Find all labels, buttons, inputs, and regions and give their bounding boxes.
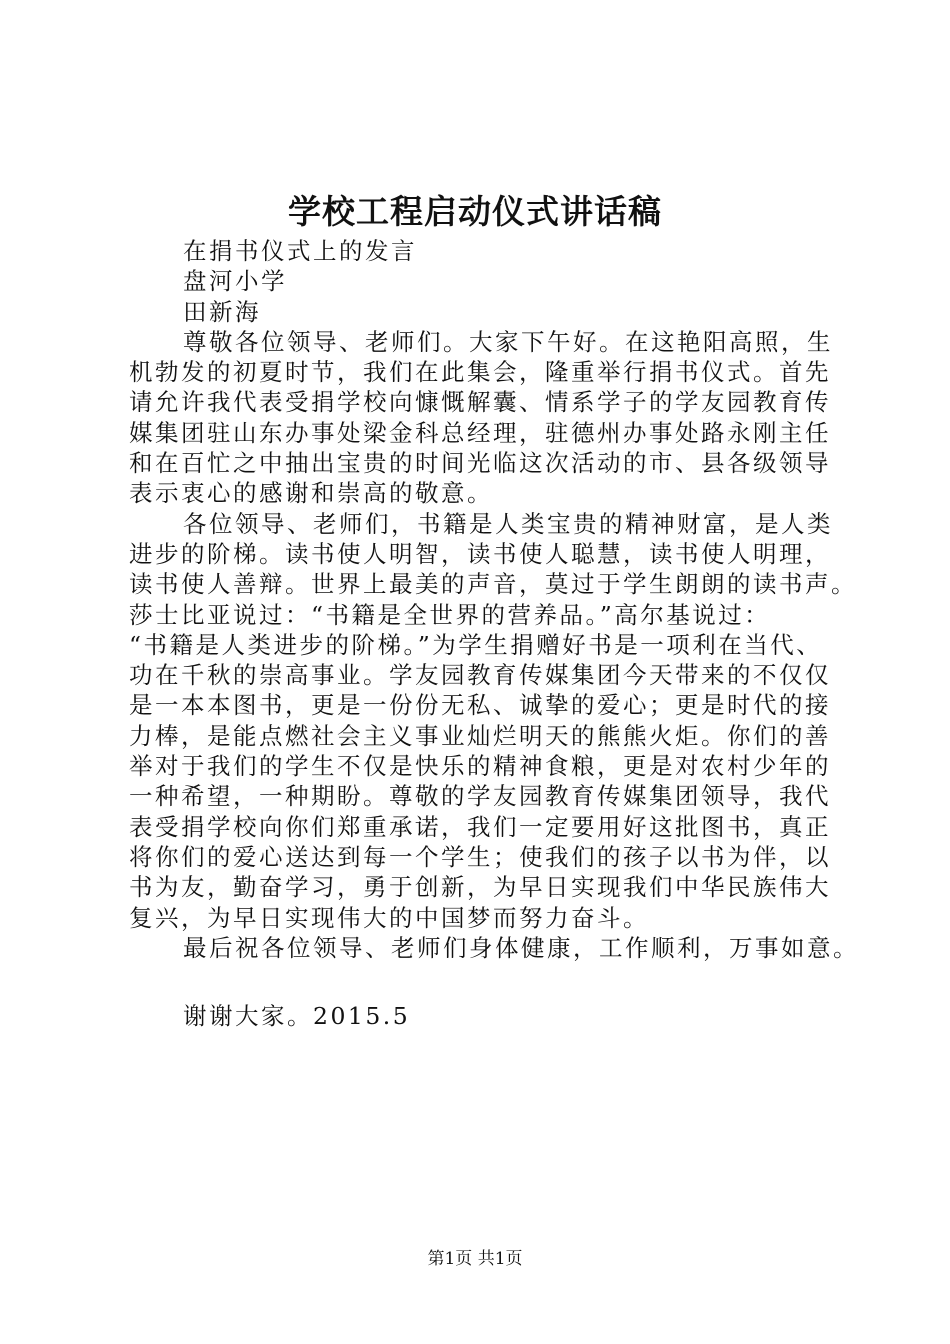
page-footer: 第1页 共1页: [427, 1249, 523, 1269]
paragraph-1-line: 媒集团驻山东办事处梁金科总经理，驻德州办事处路永刚主任: [129, 418, 831, 447]
closing-line: 谢谢大家。2015.5: [183, 1002, 411, 1031]
paragraph-2-line: 读书使人善辩。世界上最美的声音，莫过于学生朗朗的读书声。: [129, 570, 857, 599]
paragraph-2-line: “书籍是人类进步的阶梯。”为学生捐赠好书是一项利在当代、: [129, 630, 823, 659]
blank-line: [129, 963, 844, 1001]
paragraph-2-line: 莎士比亚说过：“书籍是全世界的营养品。”高尔基说过：: [129, 600, 771, 629]
paragraph-1-line: 尊敬各位领导、老师们。大家下午好。在这艳阳高照，生: [183, 327, 833, 356]
paragraph-2-line: 进步的阶梯。读书使人明智，读书使人聪慧，读书使人明理，: [129, 539, 831, 568]
author-name: 田新海: [183, 297, 261, 326]
document-title: 学校工程启动仪式讲话稿: [288, 192, 662, 231]
speech-heading: 在捐书仪式上的发言: [183, 237, 417, 265]
paragraph-1-line: 请允许我代表受捐学校向慷慨解囊、情系学子的学友园教育传: [129, 388, 831, 417]
paragraph-2-line: 功在千秋的崇高事业。学友园教育传媒集团今天带来的不仅仅: [129, 661, 831, 690]
paragraph-2-line: 复兴，为早日实现伟大的中国梦而努力奋斗。: [129, 903, 649, 932]
paragraph-2-line: 力棒，是能点燃社会主义事业灿烂明天的熊熊火炬。你们的善: [129, 721, 831, 750]
document-body: [129, 236, 859, 1031]
paragraph-2-line: 举对于我们的学生不仅是快乐的精神食粮，更是对农村少年的: [129, 752, 831, 781]
paragraph-2-line: 书为友，勤奋学习，勇于创新，为早日实现我们中华民族伟大: [129, 873, 831, 902]
paragraph-2-line: 一种希望，一种期盼。尊敬的学友园教育传媒集团领导，我代: [129, 782, 831, 811]
paragraph-1-line: 和在百忙之中抽出宝贵的时间光临这次活动的市、县各级领导: [129, 449, 831, 478]
paragraph-1-line: 机勃发的初夏时节，我们在此集会，隆重举行捐书仪式。首先: [129, 358, 831, 387]
paragraph-2-line: 表受捐学校向你们郑重承诺，我们一定要用好这批图书，真正: [129, 812, 831, 841]
paragraph-2-line: 各位领导、老师们，书籍是人类宝贵的精神财富，是人类: [183, 509, 833, 538]
paragraph-3: 最后祝各位领导、老师们身体健康，工作顺利，万事如意。: [183, 933, 859, 962]
paragraph-2-line: 是一本本图书，更是一份份无私、诚挚的爱心；更是时代的接: [129, 691, 831, 720]
school-name: 盘河小学: [183, 267, 287, 296]
paragraph-2-line: 将你们的爱心送达到每一个学生；使我们的孩子以书为伴，以: [129, 842, 831, 871]
paragraph-1-line: 表示衷心的感谢和崇高的敬意。: [129, 479, 493, 508]
